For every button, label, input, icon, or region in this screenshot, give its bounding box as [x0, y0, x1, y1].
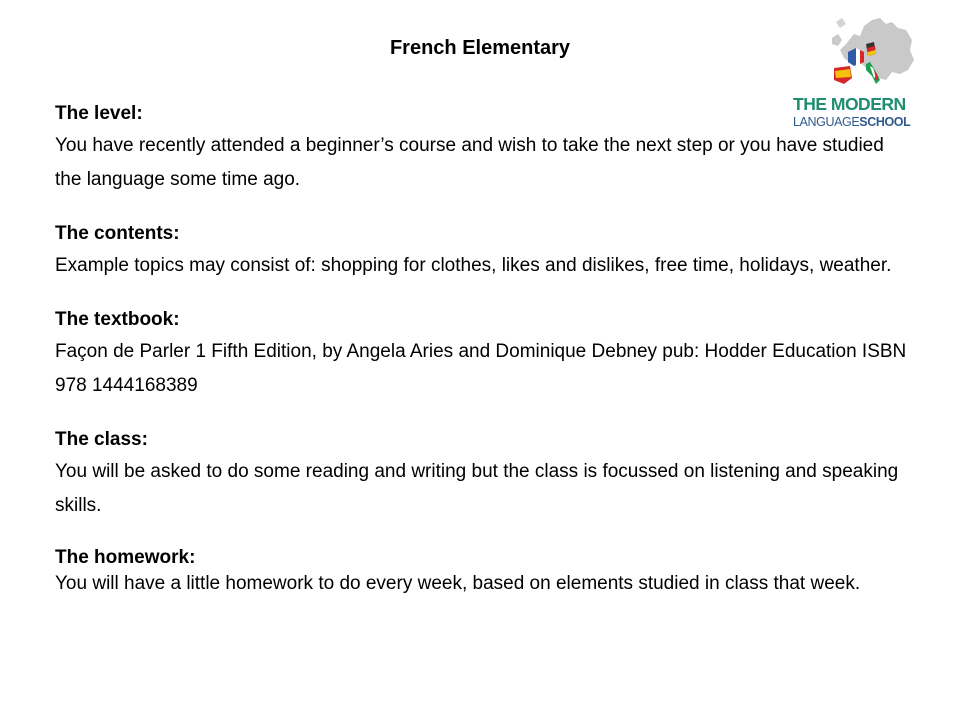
logo-wordmark-top: THE MODERN [793, 94, 906, 114]
course-description [55, 99, 915, 619]
section-body: Example topics may consist of: shopping for clothes, likes and dislikes, free time, holidays, weather. [55, 255, 892, 276]
section-body: You have recently attended a beginner’s course and wish to take the next step or you have studied the language some time ago. [55, 135, 884, 190]
logo-word-school: SCHOOL [859, 115, 911, 129]
section-heading: The homework: [55, 547, 196, 568]
section-body: Façon de Parler 1 Fifth Edition, by Angela Aries and Dominique Debney pub: Hodder Education ISBN 978 1444168389 [55, 341, 907, 396]
section-contents [55, 219, 915, 283]
section-class [55, 425, 915, 523]
section-body: You will have a little homework to do every week, based on elements studied in class that week. [55, 573, 861, 594]
section-heading: The textbook: [55, 309, 180, 330]
section-heading: The level: [55, 103, 143, 124]
section-heading: The contents: [55, 223, 180, 244]
page-title: French Elementary [389, 37, 571, 59]
section-homework [55, 545, 915, 597]
section-level [55, 99, 915, 197]
europe-map-icon [826, 14, 916, 94]
section-heading: The class: [55, 429, 148, 450]
section-textbook [55, 305, 915, 403]
logo-word-language: LANGUAGE [793, 115, 860, 129]
section-body: You will be asked to do some reading and writing but the class is focussed on listening and speaking skills. [55, 461, 899, 516]
